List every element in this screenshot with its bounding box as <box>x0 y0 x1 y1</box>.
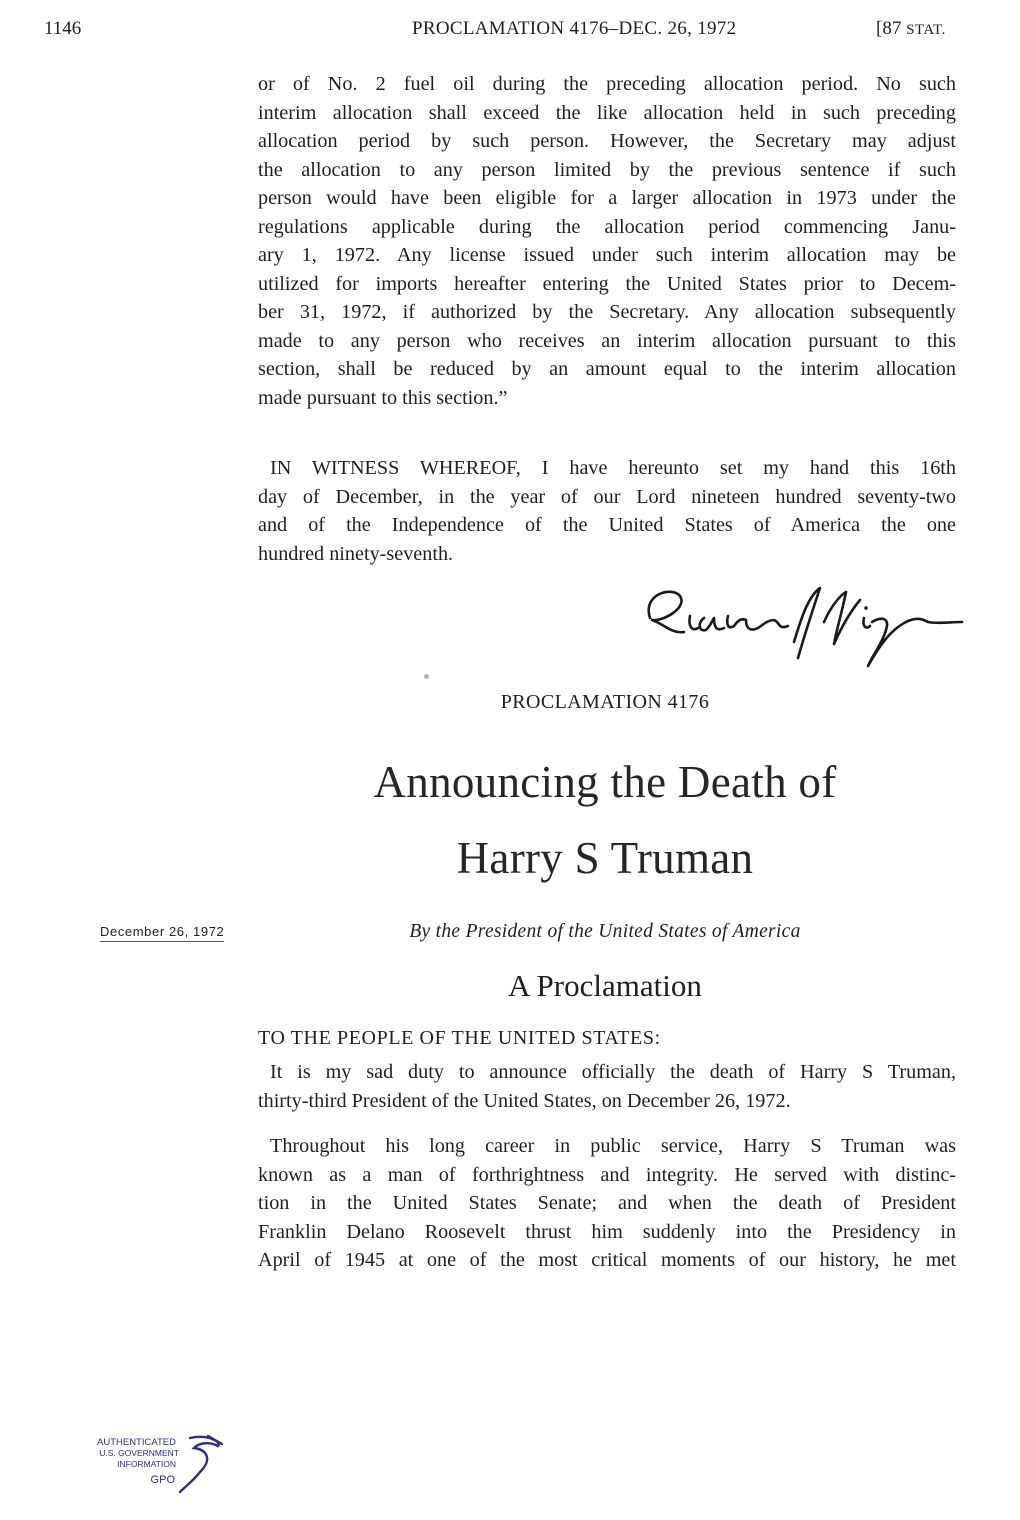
salutation: TO THE PEOPLE OF THE UNITED STATES: <box>258 1027 661 1049</box>
career-paragraph <box>258 1132 956 1275</box>
running-title: PROCLAMATION 4176–DEC. 26, 1972 <box>412 18 737 39</box>
seal-line-2: U.S. GOVERNMENT <box>99 1448 179 1458</box>
seal-line-3: INFORMATION <box>117 1459 176 1469</box>
text-line: section, shall be reduced by an amount equal to the interim allocation <box>258 358 956 380</box>
text-line: ber 31, 1972, if authorized by the Secretary. Any allocation subsequently <box>258 301 956 323</box>
text-line: person would have been eligible for a larger allocation in 1973 under the <box>258 187 956 209</box>
text-line: the allocation to any person limited by the previous sentence if such <box>258 158 956 181</box>
text-line: interim allocation shall exceed the like allocation held in such preceding <box>258 101 956 124</box>
gpo-seal <box>82 1432 232 1496</box>
text-line: or of No. 2 fuel oil during the preceding allocation period. No such <box>258 73 956 95</box>
announcement-paragraph <box>258 1058 956 1115</box>
text-line: It is my sad duty to announce officially the death of Harry S Truman, <box>270 1061 956 1083</box>
continuation-paragraph <box>258 70 956 412</box>
title-line: Harry S Truman <box>456 833 754 883</box>
volume-suffix: STAT. <box>906 22 946 38</box>
text-line: regulations applicable during the allocation period commencing Janu- <box>258 215 956 238</box>
text-line: IN WITNESS WHEREOF, I have hereunto set my hand this 16th <box>270 457 956 479</box>
text-line: made to any person who receives an interim allocation pursuant to this <box>258 329 956 352</box>
text-line: allocation period by such person. However, the Secretary may adjust <box>258 130 956 152</box>
dot-mark <box>424 674 429 679</box>
text-line: made pursuant to this section.” <box>258 386 508 409</box>
title-line: Announcing the Death of <box>373 757 837 807</box>
margin-date: December 26, 1972 <box>100 924 224 942</box>
signature <box>628 582 968 672</box>
witness-paragraph <box>258 454 956 568</box>
text-line: Throughout his long career in public service, Harry S Truman was <box>270 1135 956 1157</box>
page-number: 1146 <box>44 18 82 39</box>
text-line: thirty-third President of the United States, on December 26, 1972. <box>258 1089 791 1112</box>
text-line: tion in the United States Senate; and when the death of President <box>258 1192 956 1214</box>
text-line: hundred ninety-seventh. <box>258 542 454 565</box>
text-line: day of December, in the year of our Lord nineteen hundred seventy-two <box>258 485 956 508</box>
seal-line-1: AUTHENTICATED <box>97 1437 176 1448</box>
text-line: Franklin Delano Roosevelt thrust him suddenly into the Presidency in <box>258 1220 956 1243</box>
volume-prefix: [87 <box>876 18 907 39</box>
text-line: and of the Independence of the United States of America the one <box>258 514 956 536</box>
seal-line-4: GPO <box>150 1474 175 1486</box>
by-line: By the President of the United States of America <box>409 921 801 942</box>
proclamation-subtitle: A Proclamation <box>508 968 702 1003</box>
text-line: utilized for imports hereafter entering the United States prior to Decem- <box>258 272 956 295</box>
text-line: ary 1, 1972. Any license issued under such interim allocation may be <box>258 244 956 266</box>
text-line: known as a man of forthrightness and integrity. He served with distinc- <box>258 1163 956 1186</box>
proclamation-label: PROCLAMATION 4176 <box>500 691 710 713</box>
text-line: April of 1945 at one of the most critical moments of our history, he met <box>258 1249 956 1271</box>
volume-reference <box>876 18 946 40</box>
